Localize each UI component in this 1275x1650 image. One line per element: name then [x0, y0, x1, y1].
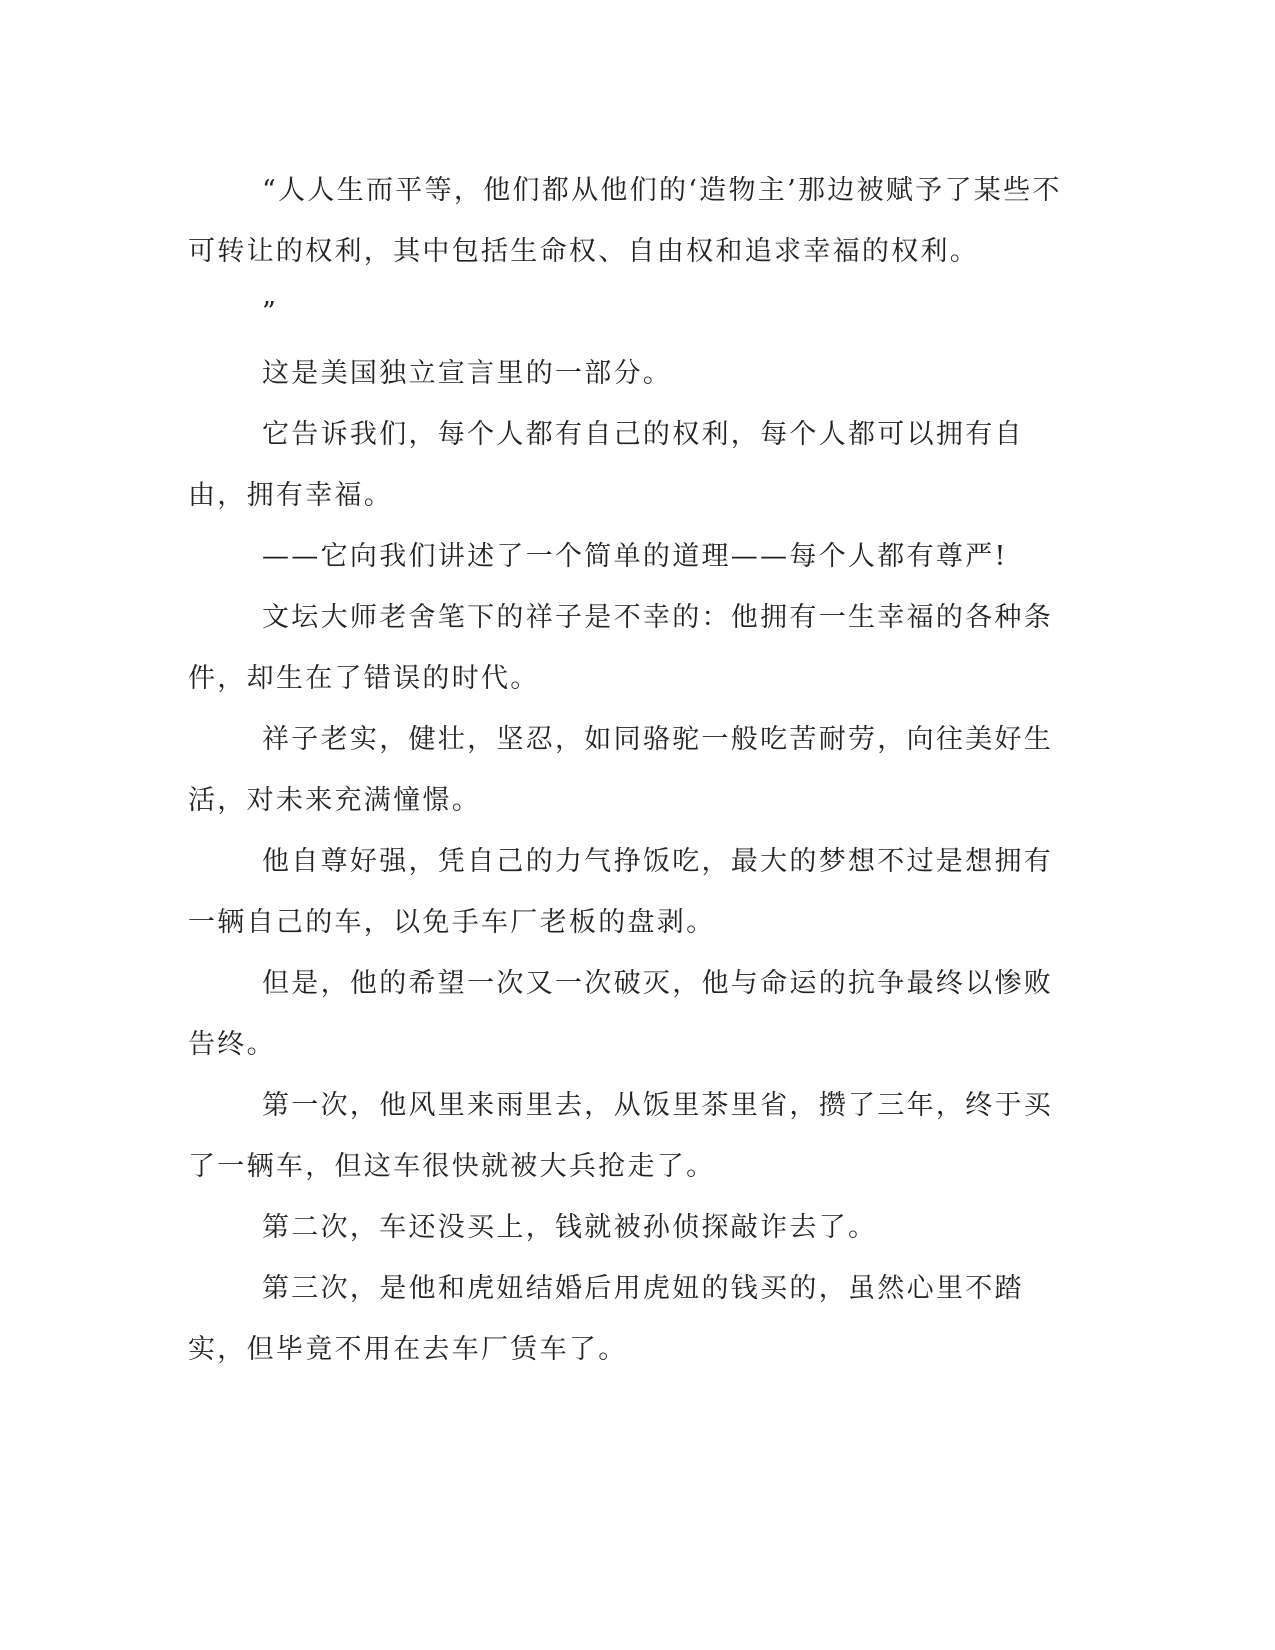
paragraph-xiangzi-failure: 但是，他的希望一次又一次破灭，他与命运的抗争最终以惨败告终。: [188, 968, 1054, 1060]
paragraph-xiangzi-intro: 文坛大师老舍笔下的祥子是不幸的：他拥有一生幸福的各种条件，却生在了错误的时代。: [188, 602, 1054, 694]
document-body: [188, 160, 1068, 1380]
paragraph-xiangzi-dream: 他自尊好强，凭自己的力气挣饭吃，最大的梦想不过是想拥有一辆自己的车，以免手车厂老板的盘剥。: [188, 846, 1054, 938]
paragraph-xiangzi-character: 祥子老实，健壮，坚忍，如同骆驼一般吃苦耐劳，向往美好生活，对未来充满憧憬。: [188, 724, 1054, 816]
paragraph-declaration-source: 这是美国独立宣言里的一部分。: [262, 358, 673, 389]
paragraph-third-time: 第三次，是他和虎妞结婚后用虎妞的钱买的，虽然心里不踏实，但毕竟不用在去车厂赁车了。: [188, 1273, 1024, 1365]
paragraph-second-time: 第二次，车还没买上，钱就被孙侦探敲诈去了。: [262, 1212, 878, 1243]
paragraph-first-time: 第一次，他风里来雨里去，从饭里茶里省，攒了三年，终于买了一辆车，但这车很快就被大兵抢走了。: [188, 1090, 1054, 1182]
paragraph-closing-quote-mark: ”: [262, 297, 279, 328]
paragraph-rights-meaning: 它告诉我们，每个人都有自己的权利，每个人都可以拥有自由，拥有幸福。: [188, 419, 1024, 511]
paragraph-dignity: ——它向我们讲述了一个简单的道理——每个人都有尊严!: [262, 541, 1008, 572]
paragraph-declaration-quote: “人人生而平等，他们都从他们的‘造物主’那边被赋予了某些不可转让的权利，其中包括生命权、自由权和追求幸福的权利。: [188, 175, 1062, 267]
